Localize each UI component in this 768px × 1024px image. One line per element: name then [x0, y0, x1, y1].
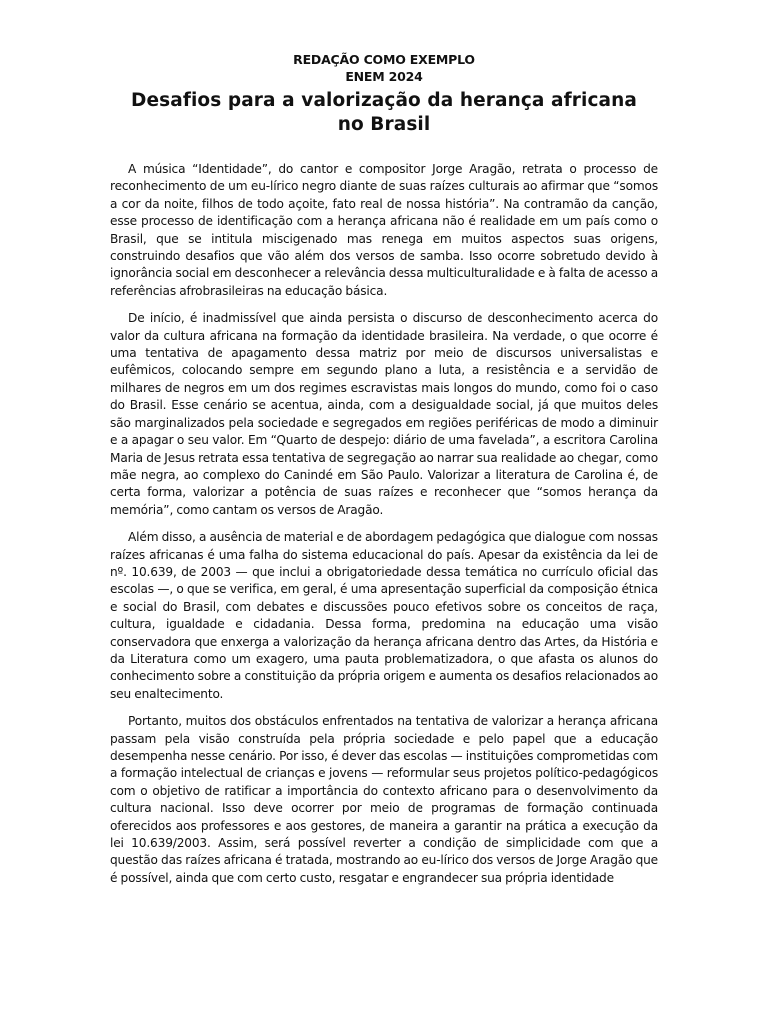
header-label: REDAÇÃO COMO EXEMPLO [293, 52, 475, 67]
header-exam-year: ENEM 2024 [345, 69, 423, 84]
essay-title [0, 89, 768, 137]
paragraph-development-2: Além disso, a ausência de material e de abordagem pedagógica que dialogue com nossas raízes africanas é uma falha do sistema educacional do país. Apesar da existência da lei de nº. 10.639, de 2003 — que inclui a obrigatoriedade dessa temática no currículo oficial das escolas —, o que se verifica, em geral, é uma apresentação superficial da composição étnica e social do Brasil, com debates e discussões pouco efetivos sobre os conceitos de raça, cultura, igualdade e cidadania. Dessa forma, predomina na educação uma visão conservadora que enxerga a valorização da herança africana dentro das Artes, da História e da Literatura como um exagero, uma pauta problematizadora, o que afasta os alunos do conhecimento sobre a constituição da própria origem e aumenta os desafios relacionados ao seu enaltecimento. [110, 530, 658, 701]
essay-title-line-2: no Brasil [337, 114, 431, 135]
essay-title-line-1: Desafios para a valorização da herança africana [131, 90, 637, 111]
document-header [0, 51, 768, 85]
paragraph-introduction: A música “Identidade”, do cantor e compositor Jorge Aragão, retrata o processo de reconhecimento de um eu-lírico negro diante de suas raízes culturais ao afirmar que “somos a cor da noite, filhos de todo açoite, fato real de nossa história”. Na contramão da canção, esse processo de identificação com a herança africana não é realidade em um país como o Brasil, que se intitula miscigenado mas renega em muitos aspectos suas origens, construindo desafios que vão além dos versos de samba. Isso ocorre sobretudo devido à ignorância social em desconhecer a relevância dessa multiculturalidade e à falta de acesso a referências afrobrasileiras na educação básica. [110, 162, 658, 298]
paragraph-development-1: De início, é inadmissível que ainda persista o discurso de desconhecimento acerca do valor da cultura africana na formação da identidade brasileira. Na verdade, o que ocorre é uma tentativa de apagamento dessa matriz por meio de discursos universalistas e eufêmicos, colocando sempre em segundo plano a luta, a resistência e a servidão de milhares de negros em um dos regimes escravistas mais longos do mundo, como foi o caso do Brasil. Esse cenário se acentua, ainda, com a desigualdade social, já que muitos deles são marginalizados pela sociedade e segregados em regiões periféricas de modo a diminuir e a apagar o seu valor. Em “Quarto de despejo: diário de uma favelada”, a escritora Carolina Maria de Jesus retrata essa tentativa de segregação ao narrar sua realidade ao chegar, como mãe negra, ao complexo do Canindé em São Paulo. Valorizar a literatura de Carolina é, de certa forma, valorizar a potência de suas raízes e reconhecer que “somos herança da memória”, como cantam os versos de Aragão. [110, 311, 658, 517]
paragraph-conclusion: Portanto, muitos dos obstáculos enfrentados na tentativa de valorizar a herança africana passam pela visão construída pela própria sociedade e pelo papel que a educação desempenha nesse cenário. Por isso, é dever das escolas — instituições comprometidas com a formação intelectual de crianças e jovens — reformular seus projetos político-pedagógicos com o objetivo de ratificar a importância do contexto africano para o desenvolvimento da cultura nacional. Isso deve ocorrer por meio de programas de formação continuada oferecidos aos professores e aos gestores, de maneira a garantir na prática a execução da lei 10.639/2003. Assim, será possível reverter a condição de simplicidade com que a questão das raízes africana é tratada, mostrando ao eu-lírico dos versos de Jorge Aragão que é possível, ainda que com certo custo, resgatar e engrandecer sua própria identidade [110, 714, 658, 885]
essay-body [110, 161, 658, 897]
